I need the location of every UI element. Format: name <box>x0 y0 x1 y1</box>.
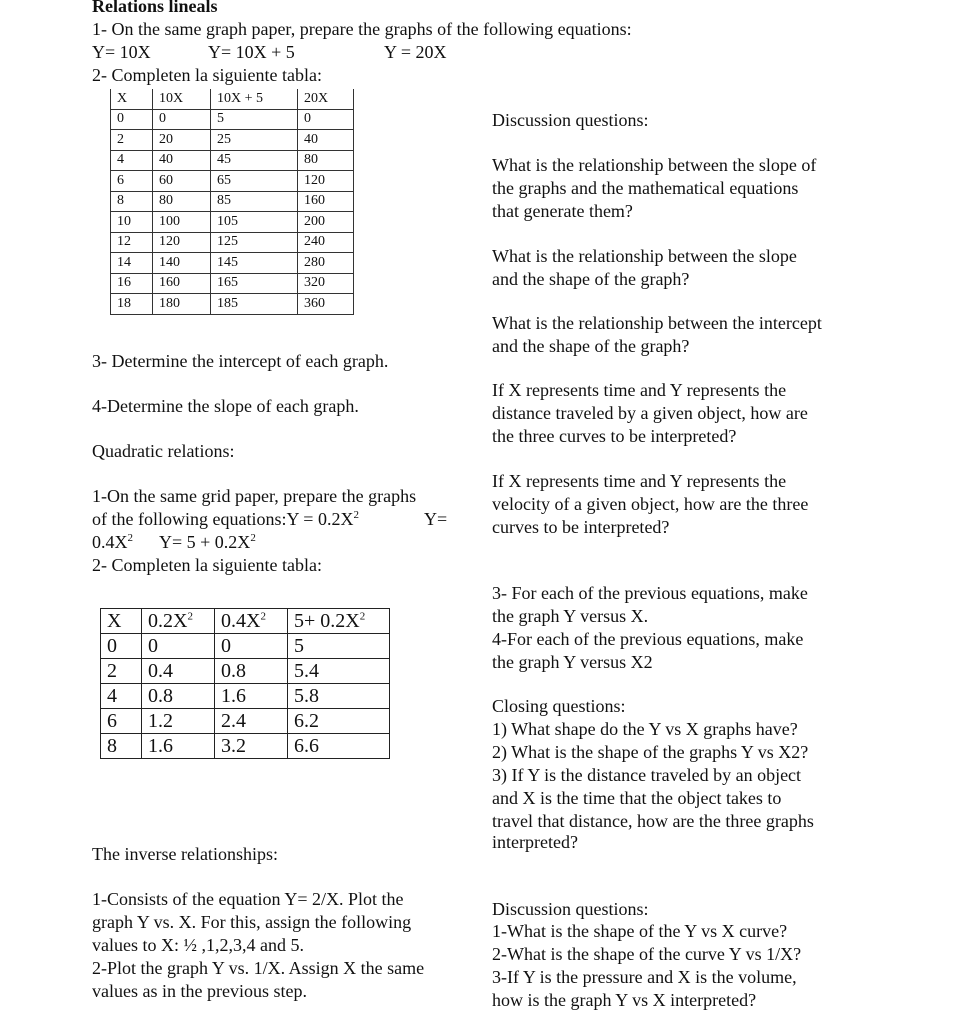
exponent: 2 <box>260 609 266 622</box>
linear-item-1: 1- On the same graph paper, prepare the graphs of the following equations: <box>92 19 632 39</box>
discussion2-line: how is the graph Y vs X interpreted? <box>492 990 757 1010</box>
discussion2-line: 3-If Y is the pressure and X is the volume, <box>492 967 797 987</box>
table-cell: 160 <box>298 191 354 212</box>
table-cell: 80 <box>153 191 211 212</box>
linear-table-header: 20X <box>298 89 354 109</box>
table-cell: 360 <box>298 294 354 315</box>
table-cell: 0 <box>215 634 288 659</box>
table-cell: 2 <box>111 130 153 151</box>
table-cell: 185 <box>211 294 298 315</box>
quadratic-task-line: the graph Y versus X. <box>492 606 649 626</box>
exponent: 2 <box>187 609 193 622</box>
table-row <box>101 659 390 684</box>
table-row <box>111 212 354 233</box>
table-cell: 40 <box>153 150 211 171</box>
table-row <box>111 171 354 192</box>
table-cell: 18 <box>111 294 153 315</box>
table-cell: 4 <box>101 684 142 709</box>
table-cell: 25 <box>211 130 298 151</box>
table-cell: 280 <box>298 253 354 274</box>
table-cell: 6 <box>111 171 153 192</box>
table-cell: 180 <box>153 294 211 315</box>
table-cell: 8 <box>101 734 142 759</box>
table-cell: 0.8 <box>142 684 215 709</box>
table-cell: 160 <box>153 273 211 294</box>
linear-table-header: 10X + 5 <box>211 89 298 109</box>
quadratic-item-1-line-3 <box>92 531 256 553</box>
table-cell: 20 <box>153 130 211 151</box>
question-line: If X represents time and Y represents the <box>492 471 787 491</box>
table-cell: 6.6 <box>288 734 390 759</box>
table-cell: 1.2 <box>142 709 215 734</box>
table-cell: 85 <box>211 191 298 212</box>
question-line: If X represents time and Y represents the <box>492 380 787 400</box>
table-cell: 0 <box>298 109 354 130</box>
table-cell: 105 <box>211 212 298 233</box>
table-cell: 100 <box>153 212 211 233</box>
table-cell: 14 <box>111 253 153 274</box>
table-cell: 40 <box>298 130 354 151</box>
quadratic-item-2: 2- Completen la siguiente tabla: <box>92 555 322 575</box>
linear-item-4: 4-Determine the slope of each graph. <box>92 396 359 416</box>
question-line: the three curves to be interpreted? <box>492 426 737 446</box>
closing-line: interpreted? <box>492 832 578 852</box>
question-line: distance traveled by a given object, how are <box>492 403 808 423</box>
table-cell: 65 <box>211 171 298 192</box>
table-cell: 165 <box>211 273 298 294</box>
question-line: What is the relationship between the slope <box>492 246 797 266</box>
closing-line: 2) What is the shape of the graphs Y vs X2? <box>492 742 809 762</box>
inverse-heading: The inverse relationships: <box>92 844 278 864</box>
quadratic-table-header-row <box>101 609 390 634</box>
table-cell: 60 <box>153 171 211 192</box>
table-cell: 0 <box>101 634 142 659</box>
table-cell: 0.4 <box>142 659 215 684</box>
table-cell: 120 <box>153 232 211 253</box>
linear-table-header: X <box>111 89 153 109</box>
table-cell: 5.8 <box>288 684 390 709</box>
table-cell: 6.2 <box>288 709 390 734</box>
table-cell: 45 <box>211 150 298 171</box>
closing-line: 1) What shape do the Y vs X graphs have? <box>492 719 798 739</box>
table-cell: 80 <box>298 150 354 171</box>
linear-item-3: 3- Determine the intercept of each graph. <box>92 351 389 371</box>
table-row <box>111 253 354 274</box>
exponent: 2 <box>353 509 359 521</box>
table-row <box>111 232 354 253</box>
closing-line: Closing questions: <box>492 696 626 716</box>
discussion2-line: 1-What is the shape of the Y vs X curve? <box>492 921 788 941</box>
closing-line: 3) If Y is the distance traveled by an object <box>492 765 802 785</box>
question-line: curves to be interpreted? <box>492 517 670 537</box>
table-row <box>101 634 390 659</box>
question-line: that generate them? <box>492 201 633 221</box>
table-row <box>111 150 354 171</box>
table-cell: 320 <box>298 273 354 294</box>
table-row <box>111 130 354 151</box>
equation-text: of the following equations:Y = 0.2X <box>92 509 354 529</box>
table-cell: 8 <box>111 191 153 212</box>
exponent: 2 <box>250 532 256 544</box>
table-row <box>111 191 354 212</box>
table-cell: 10 <box>111 212 153 233</box>
table-cell: 120 <box>298 171 354 192</box>
quadratic-task-line: 4-For each of the previous equations, make <box>492 629 804 649</box>
inverse-line: 1-Consists of the equation Y= 2/X. Plot the <box>92 889 404 909</box>
table-row <box>111 273 354 294</box>
linear-table-header: 10X <box>153 89 211 109</box>
inverse-line: values as in the previous step. <box>92 981 307 1001</box>
inverse-line: values to X: ½ ,1,2,3,4 and 5. <box>92 935 304 955</box>
question-line: velocity of a given object, how are the three <box>492 494 809 514</box>
quadratic-task-line: 3- For each of the previous equations, make <box>492 583 808 603</box>
quadratic-table-header: X <box>101 609 142 634</box>
quadratic-item-1-line-1: 1-On the same grid paper, prepare the graphs <box>92 486 417 506</box>
quadratic-task-line: the graph Y versus X2 <box>492 652 653 672</box>
equation-text: Y= 5 + 0.2X <box>159 532 251 552</box>
closing-line: and X is the time that the object takes to <box>492 788 782 808</box>
inverse-line: 2-Plot the graph Y vs. 1/X. Assign X the same <box>92 958 425 978</box>
question-line: What is the relationship between the slope of <box>492 155 817 175</box>
closing-line: travel that distance, how are the three graphs <box>492 811 814 831</box>
table-cell: 0 <box>111 109 153 130</box>
table-cell: 16 <box>111 273 153 294</box>
table-cell: 0 <box>142 634 215 659</box>
quadratic-item-1-line-2 <box>92 508 359 530</box>
table-row <box>101 734 390 759</box>
question-line: and the shape of the graph? <box>492 269 690 289</box>
equation-text: 0.4X <box>92 532 128 552</box>
linear-item-2: 2- Completen la siguiente tabla: <box>92 65 322 85</box>
question-line: the graphs and the mathematical equations <box>492 178 799 198</box>
linear-equation-3: Y = 20X <box>384 42 447 62</box>
table-cell: 145 <box>211 253 298 274</box>
table-cell: 12 <box>111 232 153 253</box>
table-cell: 4 <box>111 150 153 171</box>
table-cell: 2.4 <box>215 709 288 734</box>
inverse-line: graph Y vs. X. For this, assign the following <box>92 912 412 932</box>
table-cell: 5.4 <box>288 659 390 684</box>
table-cell: 2 <box>101 659 142 684</box>
table-cell: 6 <box>101 709 142 734</box>
table-cell: 140 <box>153 253 211 274</box>
table-cell: 0.8 <box>215 659 288 684</box>
question-line: and the shape of the graph? <box>492 336 690 356</box>
question-line: What is the relationship between the intercept <box>492 313 822 333</box>
table-cell: 125 <box>211 232 298 253</box>
linear-table-header-row <box>111 89 354 109</box>
exponent: 2 <box>127 532 133 544</box>
quadratic-item-1-line-2-end: Y= <box>424 509 448 529</box>
quadratic-table-header <box>215 609 288 634</box>
table-cell: 200 <box>298 212 354 233</box>
discussion2-line: Discussion questions: <box>492 899 649 919</box>
header-text: 0.2X <box>148 609 188 632</box>
linear-table <box>110 89 354 315</box>
quadratic-table-header <box>142 609 215 634</box>
table-row <box>111 109 354 130</box>
quadratic-table-header <box>288 609 390 634</box>
table-row <box>101 684 390 709</box>
table-cell: 1.6 <box>142 734 215 759</box>
header-text: 5+ 0.2X <box>294 609 360 632</box>
discussion-heading: Discussion questions: <box>492 110 649 130</box>
header-text: 0.4X <box>221 609 261 632</box>
linear-equation-2: Y= 10X + 5 <box>208 42 295 62</box>
table-cell: 5 <box>211 109 298 130</box>
table-cell: 0 <box>153 109 211 130</box>
document-title: Relations lineals <box>92 0 218 16</box>
table-cell: 5 <box>288 634 390 659</box>
linear-equation-1: Y= 10X <box>92 42 151 62</box>
table-row <box>111 294 354 315</box>
table-cell: 1.6 <box>215 684 288 709</box>
table-cell: 240 <box>298 232 354 253</box>
exponent: 2 <box>359 609 366 622</box>
table-row <box>101 709 390 734</box>
table-cell: 3.2 <box>215 734 288 759</box>
quadratic-table <box>100 608 390 759</box>
discussion2-line: 2-What is the shape of the curve Y vs 1/X? <box>492 944 802 964</box>
quadratic-heading: Quadratic relations: <box>92 441 235 461</box>
